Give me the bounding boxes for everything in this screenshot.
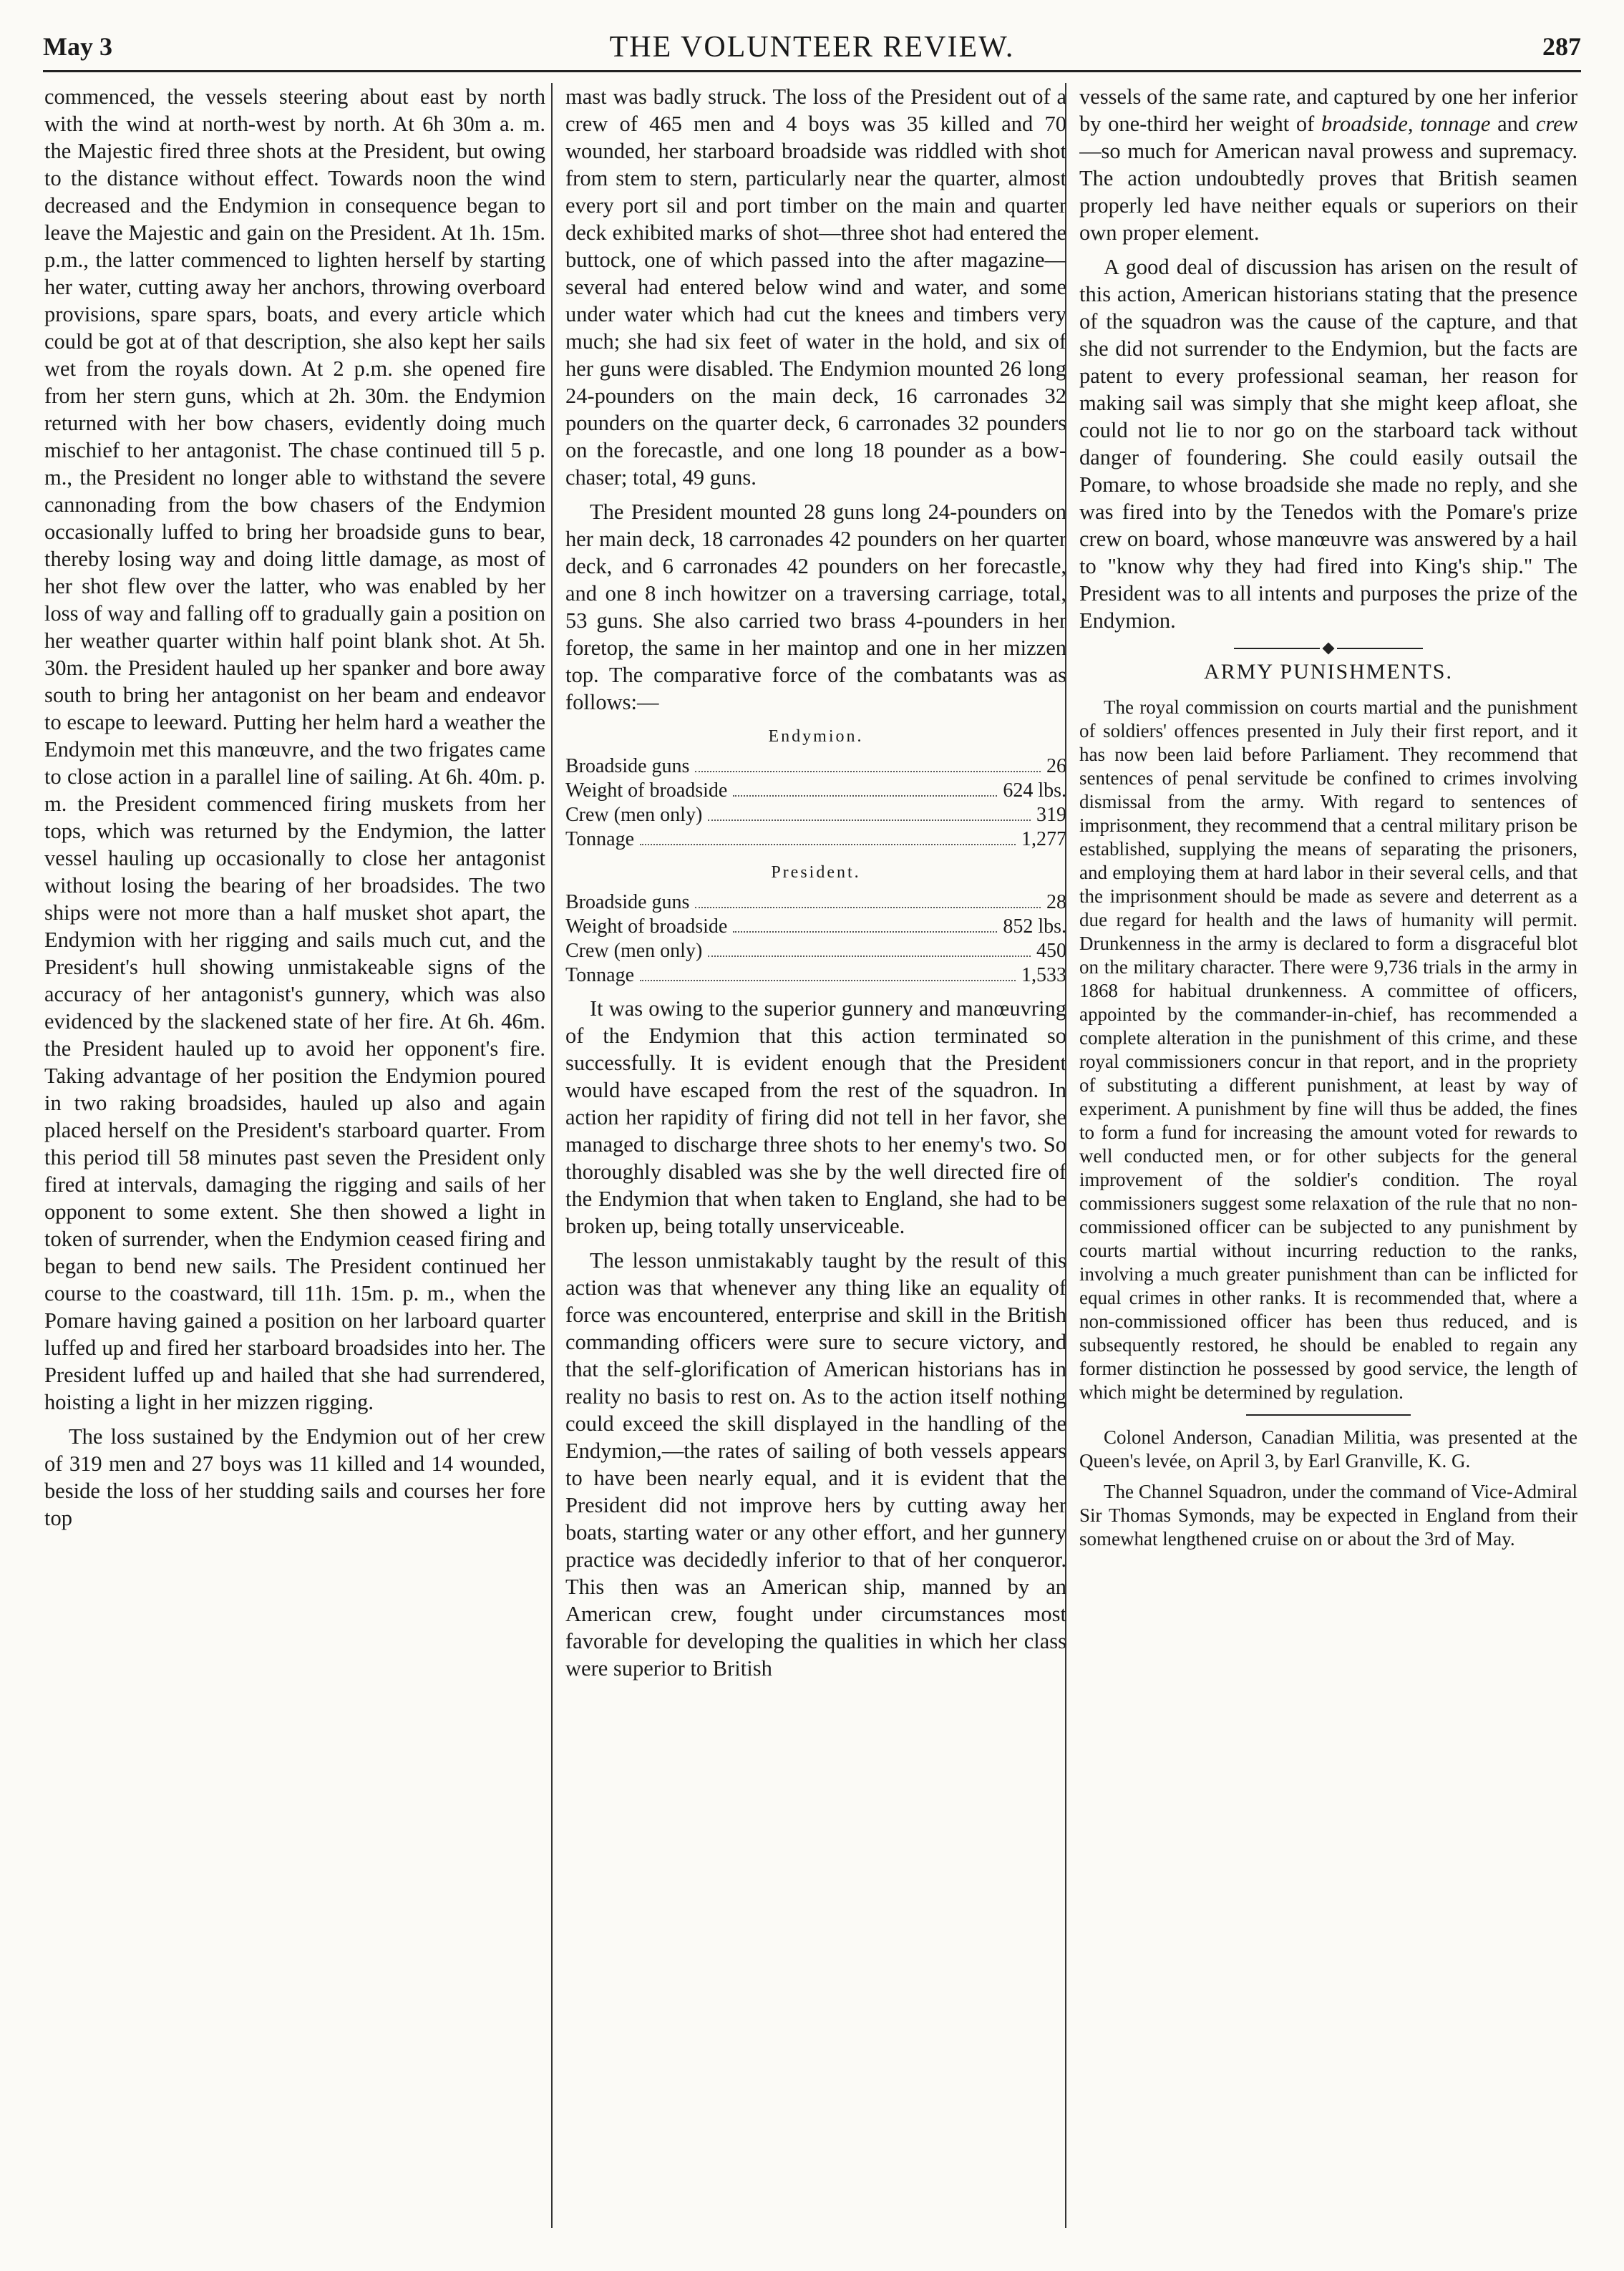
column-rule <box>551 83 553 2228</box>
row-label: Broadside guns <box>565 891 690 913</box>
row-value: 450 <box>1036 940 1066 962</box>
issue-date: May 3 <box>43 32 112 61</box>
paragraph: The President mounted 28 guns long 24-pounders on her main deck, 18 carronades 42 pounders on her quarter deck, and 6 carronades 42 pounders on her forecastle, and one 8 inch howitzer on a traversing carriage, total, 53 guns. She also carried two brass 4-pounders in her foretop, the same in her maintop and one in her mizzen top. The comparative force of the combatants was as follows:— <box>565 500 1066 714</box>
paragraph: commenced, the vessels steering about east by north with the wind at north-west by north. At 6h 30m a. m. the Majestic fired three shots at the President, but owing to the distance without effect. Towards noon the wind decreased and the Endymion in consequence began to leave the Majestic and gain on the President. At 1h. 15m. p.m., the latter commenced to lighten herself by starting her water, cutting away her anchors, throwing overboard provisions, spare spars, boats, and every article which could be got at of that description, she also kept her sails wet from the royals down. At 2 p.m. she opened fire from her stern guns, which at 2h. 30m. the Endymion returned with her bow chasers, evidently doing much mischief to her antagonist. The chase continued till 5 p. m., the President no longer able to withstand the severe cannonading from the bow chasers of the Endymion occasionally luffed to bring her broadside guns to bear, thereby losing way and doing little damage, as most of her shot flew over the latter, who was enabled by her loss of way and falling off to gradually gain a position on her weather quarter within half point blank shot. At 5h. 30m. the President hauled up her spanker and bore away south to bring her antagonist on her beam and endeavor to escape to leeward. Putting her helm hard a weather the Endymoin met this manœuvre, and the two frigates came to close action in a parallel line of sailing. At 6h. 40m. p. m. the President commenced firing muskets from her tops, which was returned by the Endymion, the latter vessel hauling up occasionally to close her antagonist without losing the bearing of her broadsides. The two ships were not more than a half musket shot apart, the Endymion with her rigging and sails much cut, and the President's hull showing unmistakeable signs of the accuracy of her antagonist's gunnery, which was also evidenced by the slackened state of her fire. At 6h. 46m. the President hauled up to avoid her opponent's fire. Taking advantage of her position the Endymion poured in two raking broadsides, hauled up also and again placed herself on the President's starboard quarter. From this period till 58 minutes past seven the President only fired at intervals, damaging the rigging and sails of her opponent to some extent. She then showed a light in token of surrender, when the Endymion ceased firing and began to bend new sails. The President continued her course to the coastward, till 11h. 15m. p. m., when the Pomare having gained a position on her larboard quarter luffed up and fired her starboard broadsides into her. The President luffed up and hailed that she had surrendered, hoisting a light in her mizzen rigging. <box>44 84 545 1414</box>
row-label: Crew (men only) <box>565 804 703 826</box>
table-caption: President. <box>771 863 861 882</box>
row-label: Crew (men only) <box>565 940 703 962</box>
force-table-president <box>565 859 1066 988</box>
paragraph: A good deal of discussion has arisen on the result of this action, American historians stating that the presence of the squadron was the cause of the capture, and that she did not surrender to the Endymion, but the facts are patent to every professional seaman, her reason for making sail was simply that she might keep afloat, she could not lie to nor go on the starboard tack without danger of foundering. She could easily outsail the Pomare, to whose broadside she made no reply, and she was fired into by the Tenedos with the Pomare's prize crew on board, whose manœuvre was answered by a hail to "know why they had fired into King's ship." The President was to all intents and purposes the prize of the Endymion. <box>1079 255 1577 633</box>
text-run: —so much for American naval prowess and supremacy. The action undoubtedly proves that British seamen properly led have neither equals or superiors on their own proper element. <box>1079 139 1577 245</box>
italic-text: broadside, tonnage <box>1321 112 1491 136</box>
paragraph: The royal commission on courts martial and the punishment of soldiers' offences presented in July their first report, and it has now been laid before Parliament. They recommend that sentences of penal servitude be confined to crimes involving dismissal from the army. With regard to sentences of imprisonment, they recommend that a central military prison be established, supplying the means of separating the prisoners, and employing them at hard labor in their several cells, and that the imprisonment should be made as severe and deterrent as a due regard for health and the laws of humanity will permit. Drunkenness in the army is declared to form a disgraceful blot on the military character. There were 9,736 trials in the army in 1868 for habitual drunkenness. A committee of officers, appointed by the commander-in-chief, has recommended a complete alteration in the punishment of this crime, and these royal commissioners concur in that report, and in the propriety of substituting a different punishment, at least by way of experiment. A punishment by fine will thus be added, the fines to form a fund for increasing the amount voted for rewards to well conducted men, or for other subjects for the general improvement of the soldier's condition. The royal commissioners suggest some relaxation of the rule that no non-commissioned officer can be subjected to any punishment by courts martial without incurring reduction to the ranks, involving a much greater punishment than can be inflicted for equal crimes in other ranks. It is recommended that, where a non-commissioned officer has been thus reduced, and is subsequently restored, he should be enabled to regain any former distinction he possessed by good service, the length of which might be determined by regulation. <box>1079 696 1577 1403</box>
row-value: 852 lbs. <box>1003 915 1066 938</box>
table-row <box>565 827 1066 852</box>
paragraph <box>1079 83 1577 246</box>
table-caption: Endymion. <box>768 727 864 746</box>
row-label: Broadside guns <box>565 755 690 777</box>
row-value: 28 <box>1046 891 1066 913</box>
text-run: and <box>1497 112 1530 136</box>
row-value: 26 <box>1046 755 1066 777</box>
column-1 <box>44 83 545 2228</box>
row-label: Weight of broadside <box>565 915 728 938</box>
section-heading: ARMY PUNISHMENTS. <box>1204 660 1453 684</box>
divider <box>1246 1414 1411 1416</box>
row-value: 1,277 <box>1021 828 1066 850</box>
table-row <box>565 754 1066 779</box>
row-label: Weight of broadside <box>565 779 728 802</box>
text-run: vessels of the same rate, and captured by one her inferior by one-third her weight of <box>1079 84 1577 136</box>
row-value: 319 <box>1036 804 1066 826</box>
table-row <box>565 779 1066 803</box>
table-row <box>565 803 1066 827</box>
paragraph: The lesson unmistakably taught by the result of this action was that whenever any thing like an equality of force was encountered, enterprise and skill in the British commanding officers were sure to secure victory, and that the self-glorification of American historians has in reality no basis to rest on. As to the action itself nothing could exceed the skill displayed in the handling of the Endymion,—the rates of sailing of both vessels appears to have been nearly equal, and it is evident that the President did not improve hers by cutting away her boats, starting water or any other effort, and her gunnery practice was decidedly inferior to that of her conqueror. This then was an American ship, manned by an American crew, fought under circumstances most favorable for developing the qualities in which her class were superior to British <box>565 1248 1066 1681</box>
paragraph: Colonel Anderson, Canadian Militia, was presented at the Queen's levée, on April 3, by Earl Granville, K. G. <box>1079 1426 1577 1472</box>
row-value: 624 lbs. <box>1003 779 1066 802</box>
paragraph: The Channel Squadron, under the command of Vice-Admiral Sir Thomas Symonds, may be expected in England from their somewhat lengthened cruise on or about the 3rd of May. <box>1079 1481 1577 1550</box>
column-2 <box>565 83 1066 2228</box>
paragraph: The loss sustained by the Endymion out of her crew of 319 men and 27 boys was 11 killed and 14 wounded, beside the loss of her studding sails and courses her fore top <box>44 1424 545 1530</box>
table-row <box>565 939 1066 963</box>
column-3 <box>1079 83 1577 2228</box>
paragraph: It was owing to the superior gunnery and manœuvring of the Endymion that this action terminated so successfully. It is evident enough that the President would have escaped from the rest of the squadron. In action her rapidity of firing did not tell in her favor, she managed to discharge three shots to her enemy's two. So thoroughly disabled was she by the well directed fire of the Endymion that when taken to England, she had to be broken up, being totally unserviceable. <box>565 996 1066 1238</box>
row-value: 1,533 <box>1021 964 1066 986</box>
table-row <box>565 963 1066 988</box>
force-table-endymion <box>565 723 1066 852</box>
section-ornament <box>1079 644 1577 653</box>
table-row <box>565 890 1066 915</box>
page-header <box>43 27 1581 72</box>
italic-text: crew <box>1535 112 1577 136</box>
masthead-title: THE VOLUNTEER REVIEW. <box>609 31 1015 64</box>
row-label: Tonnage <box>565 828 635 850</box>
table-row <box>565 915 1066 939</box>
page-number: 287 <box>1542 32 1581 61</box>
row-label: Tonnage <box>565 964 635 986</box>
paragraph: mast was badly struck. The loss of the President out of a crew of 465 men and 4 boys was 35 killed and 70 wounded, her starboard broadside was riddled with shot from stem to stern, particularly near the quarter, almost every port sil and port timber on the main and quarter deck exhibited marks of shot—three shot had entered the buttock, one of which passed into the after magazine—several had entered below wind and water, and some under water which had cut the knees and timbers very much; she had six feet of water in the hold, and six of her guns were disabled. The Endymion mounted 26 long 24-pounders on the main deck, 16 carronades 32 pounders on the quarter deck, 6 carronades 32 pounders on the forecastle, and one long 18 pounder as a bow-chaser; total, 49 guns. <box>565 84 1066 490</box>
